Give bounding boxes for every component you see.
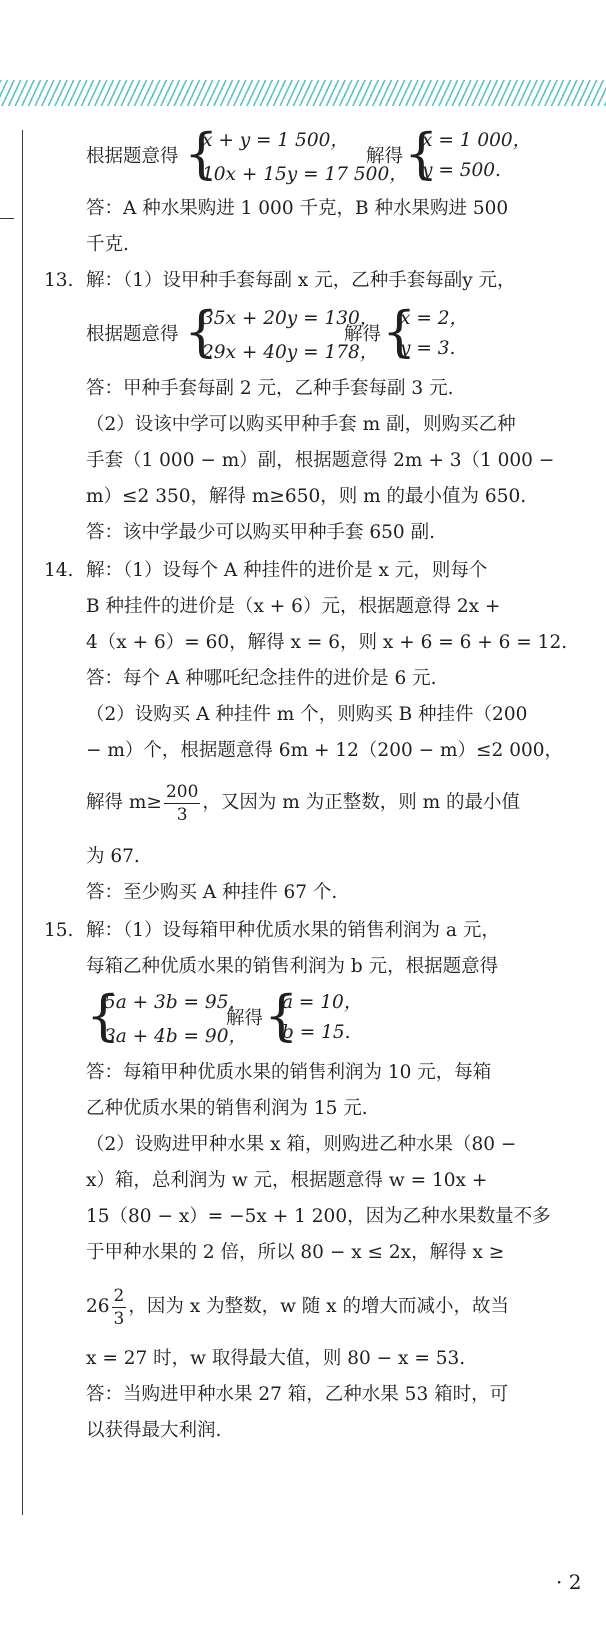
q13-p1: 解：（1）设甲种手套每副 x 元，乙种手套每副y 元， <box>86 270 516 291</box>
q12-answer-line <box>86 196 508 222</box>
left-brace-icon: { <box>184 300 219 363</box>
fraction-numerator: 200 <box>165 781 199 802</box>
q15-eq2: 3a + 4b = 90， <box>104 1026 247 1047</box>
margin-tick-mark <box>0 218 14 219</box>
q15-solve: 解得 <box>226 1008 264 1029</box>
q13-eq2: 29x + 40y = 178， <box>202 342 379 363</box>
q12-solve: 解得 <box>366 146 404 167</box>
q13-lead: 根据题意得 <box>86 324 179 345</box>
q15-p7 <box>86 1284 509 1330</box>
q14-answer1: 答：每个 A 种哪吒纪念挂件的进价是 6 元. <box>86 668 437 689</box>
q12-s1: x = 1 000， <box>422 130 532 151</box>
fraction <box>112 1285 127 1330</box>
q13-p2: （2）设该中学可以购买甲种手套 m 副，则购买乙种 <box>86 414 516 435</box>
q12-lead: 根据题意得 <box>86 146 179 167</box>
q13-s1: x = 2， <box>400 308 468 329</box>
q12-eq2: 10x + 15y = 17 500， <box>202 164 408 185</box>
mixed-number-integer: 26 <box>86 1296 110 1317</box>
q13-number: 13. <box>44 270 74 291</box>
q14-answer2: 答：至少购买 A 种挂件 67 个. <box>86 882 338 903</box>
q14-p1: 解：（1）设每个 A 种挂件的进价是 x 元，则每个 <box>86 560 488 581</box>
fraction-denominator: 3 <box>113 1308 125 1329</box>
q14-p6-start: 解得 m≥ <box>86 792 162 813</box>
q15-p1: 解：（1）设每箱甲种优质水果的销售利润为 a 元， <box>86 920 500 941</box>
left-brace-icon: { <box>184 122 219 185</box>
q12-s2: y = 500. <box>422 160 501 181</box>
q14-p2: B 种挂件的进价是（x + 6）元，根据题意得 2x + <box>86 596 501 617</box>
q14-p6 <box>86 780 520 826</box>
q15-p8: x = 27 时，w 取得最大值，则 80 − x = 53. <box>86 1348 466 1369</box>
q15-answer1a: 答：每箱甲种优质水果的销售利润为 10 元，每箱 <box>86 1062 492 1083</box>
q15-p4: x）箱，总利润为 w 元，根据题意得 w = 10x + <box>86 1170 488 1191</box>
q15-s1: a = 10， <box>282 992 363 1013</box>
q12-eq1: x + y = 1 500， <box>202 130 349 151</box>
q13-p3: 手套（1 000 − m）副，根据题意得 2m + 3（1 000 − <box>86 450 555 471</box>
q12-answer-a: A 种水果购进 1 000 千克， <box>123 198 355 219</box>
q13-s2: y = 3. <box>400 338 456 359</box>
q13-eq1: 35x + 20y = 130， <box>202 308 379 329</box>
q15-answer2b: 以获得最大利润. <box>86 1420 222 1441</box>
q15-p5: 15（80 − x）= −5x + 1 200，因为乙种水果数量不多 <box>86 1206 551 1227</box>
q14-p3: 4（x + 6）= 60，解得 x = 6，则 x + 6 = 6 + 6 = 12. <box>86 632 568 653</box>
page-number: · 2 <box>556 1570 582 1594</box>
left-margin-rule <box>22 130 23 1515</box>
left-brace-icon: { <box>382 300 417 363</box>
q14-p6-end: ，又因为 m 为正整数，则 m 的最小值 <box>202 792 520 813</box>
q15-p6: 于甲种水果的 2 倍，所以 80 − x ≤ 2x，解得 x ≥ <box>86 1242 505 1263</box>
q15-eq1: 5a + 3b = 95， <box>104 992 247 1013</box>
left-brace-icon: { <box>404 122 439 185</box>
q14-p4: （2）设购买 A 种挂件 m 个，则购买 B 种挂件（200 <box>86 704 528 725</box>
fraction-numerator: 2 <box>113 1285 125 1306</box>
q15-s2: b = 15. <box>282 1022 351 1043</box>
q15-number: 15. <box>44 920 74 941</box>
q15-p7-end: ，因为 x 为整数，w 随 x 的增大而减小，故当 <box>128 1296 509 1317</box>
q15-answer2a: 答：当购进甲种水果 27 箱，乙种水果 53 箱时，可 <box>86 1384 509 1405</box>
q13-answer2: 答：该中学最少可以购买甲种手套 650 副. <box>86 522 435 543</box>
q13-p4: m）≤2 350，解得 m≥650，则 m 的最小值为 650. <box>86 486 527 507</box>
q15-p2: 每箱乙种优质水果的销售利润为 b 元，根据题意得 <box>86 956 499 977</box>
q14-p7: 为 67. <box>86 846 140 867</box>
q14-number: 14. <box>44 560 74 581</box>
q13-solve: 解得 <box>344 324 382 345</box>
q14-p5: − m）个，根据题意得 6m + 12（200 − m）≤2 000， <box>86 740 563 761</box>
q15-answer1b: 乙种优质水果的销售利润为 15 元. <box>86 1098 368 1119</box>
fraction <box>164 781 200 826</box>
q15-p3: （2）设购进甲种水果 x 箱，则购进乙种水果（80 − <box>86 1134 517 1155</box>
left-brace-icon: { <box>264 984 299 1047</box>
left-brace-icon: { <box>86 984 121 1047</box>
q12-answer-b: B 种水果购进 500 <box>354 198 509 219</box>
q12-answer-cont: 千克. <box>86 234 129 255</box>
answer-label: 答： <box>86 198 124 219</box>
fraction-denominator: 3 <box>176 804 188 825</box>
q13-answer1: 答：甲种手套每副 2 元，乙种手套每副 3 元. <box>86 378 454 399</box>
header-stripe-decoration <box>0 80 606 106</box>
